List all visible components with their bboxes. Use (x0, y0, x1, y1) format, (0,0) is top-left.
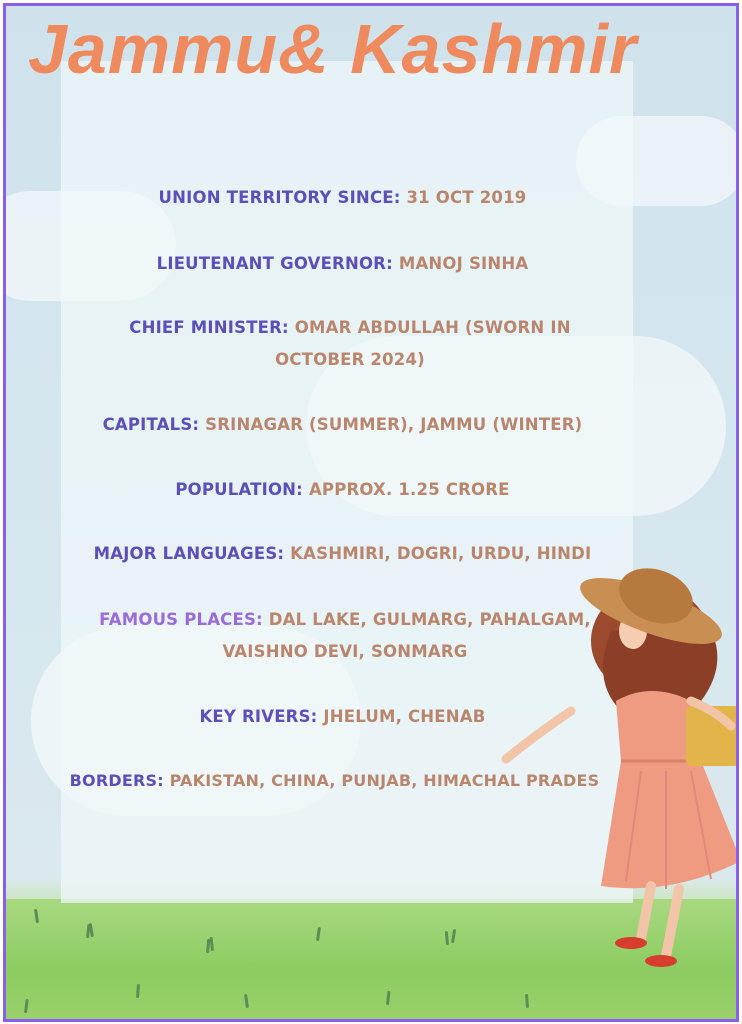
fact-famous-places (95, 604, 595, 668)
fact-value: 31 OCT 2019 (400, 188, 527, 207)
fact-value: DAL LAKE, GULMARG, PAHALGAM, VAISHNO DEVI, SONMARG (222, 610, 591, 661)
fact-label: LIEUTENANT GOVERNOR: (156, 254, 393, 273)
fact-major-languages (60, 538, 625, 570)
fact-value: OMAR ABDULLAH (SWORN IN OCTOBER 2024) (275, 318, 571, 369)
fact-label: FAMOUS PLACES: (99, 610, 263, 629)
fact-label: BORDERS: (69, 771, 164, 790)
fact-population (60, 474, 625, 506)
fact-label: CAPITALS: (102, 415, 200, 434)
fact-value: KASHMIRI, DOGRI, URDU, HINDI (284, 544, 592, 563)
fact-capitals (60, 409, 625, 441)
fact-borders (62, 765, 607, 797)
fact-lieutenant-governor (60, 248, 625, 280)
fact-key-rivers (60, 701, 625, 733)
fact-label: KEY RIVERS: (199, 707, 318, 726)
fact-chief-minister (95, 312, 605, 376)
fact-label: POPULATION: (175, 480, 303, 499)
fact-label: CHIEF MINISTER: (129, 318, 289, 337)
poster-frame (3, 3, 739, 1022)
fact-value: APPROX. 1.25 CRORE (303, 480, 510, 499)
fact-value: PAKISTAN, CHINA, PUNJAB, HIMACHAL PRADES (163, 771, 600, 790)
fact-label: MAJOR LANGUAGES: (93, 544, 285, 563)
fact-value: JHELUM, CHENAB (317, 707, 486, 726)
fact-label: UNION TERRITORY SINCE: (158, 188, 401, 207)
page-title: Jammu& Kashmir (28, 10, 638, 88)
fact-union-territory (60, 182, 625, 214)
fact-value: SRINAGAR (SUMMER), JAMMU (WINTER) (199, 415, 583, 434)
fact-value: MANOJ SINHA (392, 254, 529, 273)
